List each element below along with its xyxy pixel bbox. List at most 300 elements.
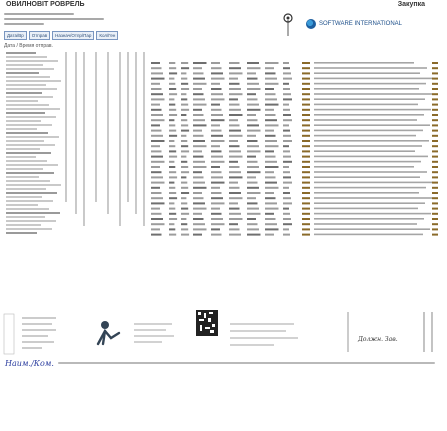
table-cell [151, 171, 162, 173]
list-marker [432, 62, 438, 64]
table-cell [211, 223, 225, 225]
logo-wordmark: SOFTWARE INTERNATIONAL [319, 21, 403, 27]
table-cell [229, 182, 238, 184]
table-cell [181, 72, 186, 74]
table-cell [181, 104, 188, 106]
table-cell [265, 93, 276, 95]
table-cell [265, 187, 279, 189]
table-cell [193, 135, 204, 137]
list-marker [302, 93, 310, 95]
table-cell [181, 234, 189, 236]
list-row [6, 212, 60, 214]
table-cell [247, 83, 259, 85]
footer-block-left [2, 312, 62, 361]
table-cell [265, 192, 274, 194]
table-cell [229, 176, 243, 178]
table-cell [283, 67, 290, 69]
list-marker [302, 119, 310, 121]
list-line [314, 208, 418, 210]
list-marker [432, 135, 438, 137]
table-cell [193, 67, 202, 69]
table-cell [211, 171, 222, 173]
list-marker [302, 197, 310, 199]
list-marker [432, 218, 438, 220]
list-marker [432, 187, 438, 189]
list-marker [432, 114, 438, 116]
table-cell [229, 171, 241, 173]
table-cell [169, 197, 177, 199]
table-cell [283, 135, 291, 137]
list-line [314, 78, 433, 80]
list-line [314, 150, 415, 152]
table-cell [283, 119, 292, 121]
table-cell [193, 114, 204, 116]
table-cell [193, 161, 205, 163]
table-cell [151, 83, 160, 85]
list-row [6, 188, 46, 190]
list-marker [432, 228, 438, 230]
table-cell [229, 166, 240, 168]
table-cell [211, 145, 220, 147]
list-marker [302, 72, 310, 74]
table-cell [283, 182, 292, 184]
table-cell [283, 114, 291, 116]
table-cell [265, 176, 276, 178]
table-cell [181, 156, 186, 158]
table-cell [283, 109, 290, 111]
table-cell [229, 88, 241, 90]
table-cell [181, 197, 186, 199]
table-cell [247, 218, 256, 220]
table-cell [181, 135, 186, 137]
list-line [314, 145, 422, 147]
section-subtitle: Дата / Время отправ. [4, 43, 53, 49]
table-cell [151, 114, 163, 116]
table-cell [211, 150, 222, 152]
table-cell [247, 62, 259, 64]
table-cell [169, 218, 177, 220]
list-row [6, 160, 47, 162]
table-cell [229, 156, 243, 158]
table-cell [283, 104, 289, 106]
list-marker [432, 119, 438, 121]
table-cell [211, 218, 223, 220]
table-cell [265, 182, 277, 184]
table-cell [283, 150, 290, 152]
table-cell [181, 83, 188, 85]
table-cell [181, 171, 189, 173]
table-cell [229, 145, 240, 147]
list-row [6, 128, 37, 130]
table-cell [193, 88, 202, 90]
table-cell [151, 161, 165, 163]
table-cell [283, 202, 292, 204]
list-marker [432, 182, 438, 184]
table-cell [151, 228, 160, 230]
table-cell [283, 176, 291, 178]
table-cell [193, 78, 205, 80]
table-cell [265, 223, 277, 225]
table-cell [151, 104, 160, 106]
chip: Назнач/Отпр/Пар [52, 31, 94, 40]
list-marker [432, 93, 438, 95]
table-cell [181, 228, 188, 230]
table-cell [151, 88, 162, 90]
list-marker [432, 67, 438, 69]
table-cell [247, 78, 258, 80]
list-marker [432, 208, 438, 210]
list-line [314, 104, 418, 106]
list-marker [432, 78, 438, 80]
table-cell [169, 150, 176, 152]
footer-script-label: Наим./Ком. [5, 358, 54, 368]
status-label: Закупка [397, 1, 425, 8]
table-cell [169, 88, 176, 90]
table-cell [211, 140, 225, 142]
list-marker [302, 213, 310, 215]
table-cell [169, 124, 175, 126]
table-cell [265, 72, 276, 74]
list-marker [302, 104, 310, 106]
list-line [314, 109, 431, 111]
table-cell [193, 145, 207, 147]
list-row [6, 164, 58, 166]
table-cell [151, 156, 163, 158]
list-row [6, 108, 60, 110]
list-row [6, 72, 39, 74]
table-cell [181, 67, 189, 69]
table-cell [151, 62, 160, 64]
table-cell [247, 93, 256, 95]
list-line [314, 213, 431, 215]
table-cell [247, 140, 258, 142]
table-cell [247, 72, 256, 74]
list-row [6, 180, 50, 182]
table-cell [265, 135, 276, 137]
list-row [6, 228, 52, 230]
table-cell [181, 150, 189, 152]
list-row [6, 184, 61, 186]
table-cell [247, 119, 258, 121]
list-row [6, 56, 47, 58]
table-cell [247, 98, 258, 100]
table-cell [229, 218, 243, 220]
list-marker [302, 171, 310, 173]
list-line [314, 166, 414, 168]
table-cell [229, 67, 241, 69]
table-cell [193, 156, 204, 158]
table-cell [169, 192, 176, 194]
table-cell [265, 145, 279, 147]
list-row [6, 60, 58, 62]
table-cell [229, 234, 241, 236]
list-line [314, 176, 420, 178]
table-cell [211, 187, 220, 189]
table-cell [283, 130, 290, 132]
list-marker [432, 202, 438, 204]
table-cell [229, 109, 241, 111]
table-cell [151, 72, 163, 74]
list-line [314, 234, 423, 236]
list-marker [432, 156, 438, 158]
list-marker [432, 192, 438, 194]
list-line [314, 197, 432, 199]
table-cell [229, 78, 238, 80]
table-cell [265, 171, 274, 173]
list-line [314, 72, 420, 74]
table-cell [229, 150, 241, 152]
table-cell [169, 83, 175, 85]
table-cell [169, 135, 177, 137]
table-cell [193, 202, 205, 204]
table-cell [151, 124, 160, 126]
table-cell [211, 161, 225, 163]
table-cell [169, 104, 175, 106]
list-marker [432, 176, 438, 178]
list-line [314, 135, 416, 137]
table-cell [169, 223, 174, 225]
table-cell [169, 187, 175, 189]
table-cell [169, 208, 175, 210]
table-cell [151, 135, 163, 137]
table-cell [181, 124, 188, 126]
list-marker [432, 124, 438, 126]
table-cell [229, 223, 238, 225]
logo-icon [306, 19, 316, 29]
table-cell [211, 72, 223, 74]
table-cell [211, 166, 220, 168]
table-cell [265, 234, 274, 236]
table-cell [229, 83, 240, 85]
list-marker [432, 223, 438, 225]
table-cell [265, 208, 279, 210]
list-line [314, 83, 426, 85]
table-cell [193, 187, 207, 189]
list-marker [302, 176, 310, 178]
table-cell [193, 62, 207, 64]
table-cell [283, 93, 291, 95]
list-row [6, 148, 40, 150]
list-marker [302, 166, 310, 168]
table-cell [181, 62, 188, 64]
list-marker [432, 83, 438, 85]
list-row [6, 204, 38, 206]
table-cell [265, 161, 277, 163]
list-line [314, 223, 417, 225]
table-cell [211, 119, 225, 121]
table-cell [193, 166, 207, 168]
person-icon [95, 318, 123, 353]
table-cell [283, 98, 292, 100]
table-cell [283, 223, 292, 225]
table-cell [151, 140, 165, 142]
list-marker [432, 109, 438, 111]
list-row [6, 200, 53, 202]
table-cell [211, 192, 222, 194]
list-row [6, 216, 45, 218]
list-marker [302, 187, 310, 189]
table-cell [211, 62, 220, 64]
table-cell [229, 62, 240, 64]
table-cell [283, 187, 289, 189]
list-marker [302, 223, 310, 225]
table-cell [229, 72, 243, 74]
table-cell [265, 218, 276, 220]
table-cell [181, 114, 186, 116]
table-cell [169, 119, 174, 121]
table-cell [193, 228, 207, 230]
table-cell [151, 109, 162, 111]
table-cell [193, 223, 205, 225]
table-cell [181, 192, 189, 194]
table-cell [211, 83, 220, 85]
table-cell [193, 130, 202, 132]
list-row [6, 84, 46, 86]
table-cell [169, 234, 176, 236]
table-cell [247, 176, 256, 178]
table-cell [283, 156, 291, 158]
table-cell [193, 171, 202, 173]
table-cell [151, 213, 162, 215]
list-row [6, 124, 52, 126]
table-cell [265, 150, 274, 152]
list-line [314, 114, 424, 116]
table-cell [151, 192, 162, 194]
list-marker [432, 98, 438, 100]
table-cell [247, 124, 259, 126]
list-marker [432, 104, 438, 106]
table-cell [229, 208, 240, 210]
footer-fine-print [58, 362, 435, 364]
table-cell [283, 213, 290, 215]
table-cell [193, 104, 207, 106]
table-cell [211, 208, 220, 210]
list-marker [302, 88, 310, 90]
table-cell [265, 166, 279, 168]
table-cell [229, 114, 243, 116]
table-cell [283, 166, 289, 168]
list-line [314, 93, 432, 95]
list-line [314, 228, 430, 230]
table-cell [283, 161, 292, 163]
table-cell [181, 182, 187, 184]
table-cell [151, 119, 165, 121]
table-cell [265, 213, 274, 215]
top-bar [0, 0, 447, 11]
table-cell [181, 213, 189, 215]
table-cell [151, 208, 160, 210]
table-cell [211, 78, 225, 80]
table-cell [283, 72, 291, 74]
table-cell [265, 109, 274, 111]
list-row [6, 156, 36, 158]
table-cell [265, 62, 279, 64]
table-cell [181, 88, 189, 90]
list-line [314, 202, 425, 204]
list-line [314, 62, 414, 64]
table-cell [211, 98, 225, 100]
table-cell [211, 213, 222, 215]
list-marker [302, 150, 310, 152]
table-cell [193, 109, 202, 111]
table-cell [151, 130, 162, 132]
table-cell [181, 208, 188, 210]
table-cell [211, 124, 220, 126]
table-cell [247, 182, 258, 184]
list-marker [302, 228, 310, 230]
item-list [6, 52, 62, 242]
list-row [6, 96, 53, 98]
table-cell [265, 114, 276, 116]
table-cell [247, 171, 261, 173]
table-cell [283, 83, 289, 85]
list-marker [302, 161, 310, 163]
table-cell [247, 197, 256, 199]
table-cell [265, 228, 279, 230]
table-cell [181, 109, 189, 111]
table-cell [283, 145, 289, 147]
table-cell [247, 145, 259, 147]
list-marker [302, 208, 310, 210]
table-cell [211, 156, 223, 158]
list-marker [302, 130, 310, 132]
table-cell [193, 182, 205, 184]
table-cell [247, 192, 261, 194]
table-cell [169, 72, 177, 74]
list-marker [302, 114, 310, 116]
table-cell [211, 93, 223, 95]
table-cell [181, 93, 186, 95]
table-cell [151, 218, 163, 220]
table-cell [229, 228, 240, 230]
table-cell [193, 150, 202, 152]
table-cell [151, 187, 160, 189]
table-cell [211, 202, 225, 204]
list-line [314, 67, 427, 69]
list-marker [432, 140, 438, 142]
list-line [314, 88, 419, 90]
table-cell [247, 114, 256, 116]
table-cell [169, 62, 175, 64]
table-cell [247, 104, 259, 106]
table-cell [211, 130, 222, 132]
list-line [314, 171, 427, 173]
table-cell [181, 176, 186, 178]
footer-side-lines [420, 312, 440, 357]
table-cell [211, 104, 220, 106]
table-cell [193, 192, 202, 194]
list-marker [432, 150, 438, 152]
list-marker [432, 197, 438, 199]
table-cell [193, 124, 207, 126]
list-marker [302, 135, 310, 137]
list-row [6, 192, 57, 194]
list-marker [302, 67, 310, 69]
table-cell [247, 228, 259, 230]
list-marker [302, 145, 310, 147]
table-cell [283, 140, 292, 142]
list-row [6, 152, 51, 154]
table-cell [247, 213, 261, 215]
table-cell [247, 208, 259, 210]
table-cell [151, 202, 165, 204]
table-cell [169, 130, 176, 132]
table-cell [283, 62, 289, 64]
table-cell [229, 104, 240, 106]
list-marker [302, 83, 310, 85]
barcode-icon [196, 310, 218, 341]
table-cell [169, 109, 176, 111]
